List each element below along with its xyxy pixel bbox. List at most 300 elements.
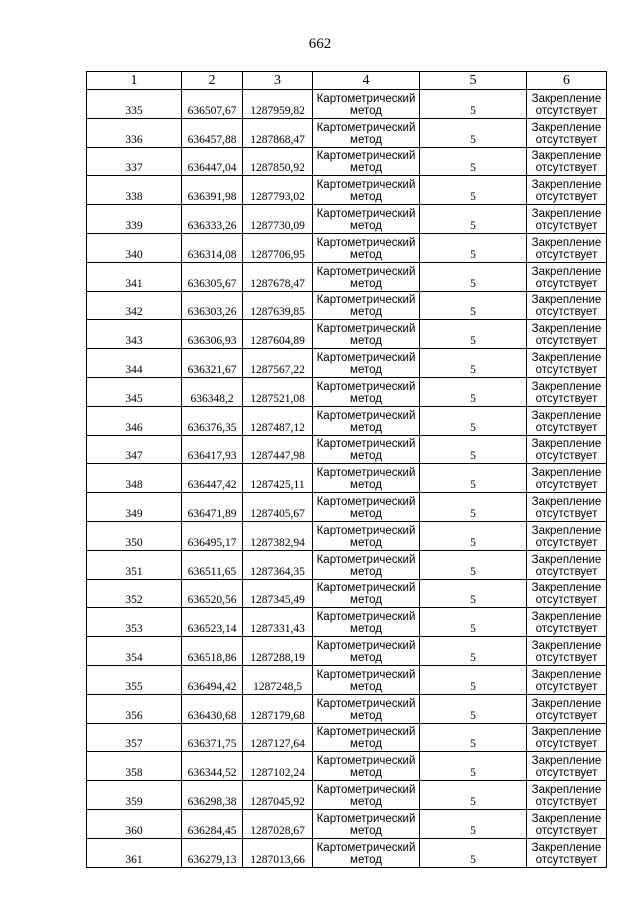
fixing-line-1: Закрепление: [531, 207, 602, 220]
x-coordinate-cell: 636303,26: [182, 291, 243, 320]
method-line-2: метод: [350, 421, 382, 434]
fixing-line-2: отсутствует: [535, 248, 598, 261]
point-number-cell: 339: [87, 205, 182, 234]
x-coordinate-cell: 636321,67: [182, 349, 243, 378]
method-line-2: метод: [350, 335, 382, 348]
fixing-line-2: отсутствует: [535, 767, 598, 780]
method-cell: [313, 262, 420, 291]
accuracy-cell: 5: [420, 406, 527, 435]
fixing-line-2: отсутствует: [535, 162, 598, 175]
table-row: [87, 723, 607, 752]
fixing-line-1: Закрепление: [531, 294, 602, 307]
y-coordinate-cell: 1287639,85: [243, 291, 313, 320]
method-line-1: Картометрический: [316, 611, 416, 624]
fixing-line-1: Закрепление: [531, 783, 602, 796]
accuracy-cell: 5: [420, 291, 527, 320]
y-coordinate-cell: 1287959,82: [243, 90, 313, 119]
table-row: [87, 493, 607, 522]
accuracy-cell: 5: [420, 752, 527, 781]
fixing-line-2: отсутствует: [535, 335, 598, 348]
table-row: [87, 377, 607, 406]
method-cell: [313, 752, 420, 781]
fixing-line-1: Закрепление: [531, 697, 602, 710]
accuracy-cell: 5: [420, 637, 527, 666]
y-coordinate-cell: 1287521,08: [243, 377, 313, 406]
method-line-2: метод: [350, 767, 382, 780]
method-cell: [313, 205, 420, 234]
point-number-cell: 357: [87, 723, 182, 752]
fixing-line-1: Закрепление: [531, 553, 602, 566]
method-line-1: Картометрический: [316, 639, 416, 652]
y-coordinate-cell: 1287179,68: [243, 694, 313, 723]
fixing-line-2: отсутствует: [535, 363, 598, 376]
fixing-cell: [527, 723, 607, 752]
x-coordinate-cell: 636495,17: [182, 521, 243, 550]
fixing-cell: [527, 493, 607, 522]
point-number-cell: 336: [87, 118, 182, 147]
point-number-cell: 353: [87, 608, 182, 637]
method-line-1: Картометрический: [316, 668, 416, 681]
fixing-cell: [527, 637, 607, 666]
accuracy-cell: 5: [420, 205, 527, 234]
fixing-line-2: отсутствует: [535, 594, 598, 607]
point-number-cell: 356: [87, 694, 182, 723]
x-coordinate-cell: 636348,2: [182, 377, 243, 406]
point-number-cell: 355: [87, 665, 182, 694]
fixing-line-2: отсутствует: [535, 853, 598, 866]
method-line-1: Картометрический: [316, 582, 416, 595]
table-row: [87, 291, 607, 320]
point-number-cell: 340: [87, 233, 182, 262]
fixing-line-1: Закрепление: [531, 755, 602, 768]
method-cell: [313, 723, 420, 752]
method-line-1: Картометрический: [316, 150, 416, 163]
method-line-1: Картометрический: [316, 697, 416, 710]
fixing-cell: [527, 665, 607, 694]
point-number-cell: 350: [87, 521, 182, 550]
method-line-2: метод: [350, 795, 382, 808]
method-line-1: Картометрический: [316, 380, 416, 393]
method-line-2: метод: [350, 162, 382, 175]
header-col-6: 6: [527, 72, 607, 90]
table-row: [87, 262, 607, 291]
accuracy-cell: 5: [420, 694, 527, 723]
fixing-line-1: Закрепление: [531, 726, 602, 739]
method-line-1: Картометрический: [316, 495, 416, 508]
method-line-2: метод: [350, 651, 382, 664]
method-line-2: метод: [350, 363, 382, 376]
fixing-line-2: отсутствует: [535, 191, 598, 204]
fixing-line-2: отсутствует: [535, 277, 598, 290]
method-line-1: Картометрический: [316, 351, 416, 364]
fixing-line-2: отсутствует: [535, 824, 598, 837]
accuracy-cell: 5: [420, 233, 527, 262]
coordinates-table: [86, 71, 607, 868]
x-coordinate-cell: 636391,98: [182, 176, 243, 205]
table-row: [87, 579, 607, 608]
point-number-cell: 349: [87, 493, 182, 522]
fixing-cell: [527, 608, 607, 637]
fixing-line-1: Закрепление: [531, 265, 602, 278]
table-row: [87, 781, 607, 810]
table-row: [87, 90, 607, 119]
fixing-line-1: Закрепление: [531, 438, 602, 451]
fixing-line-1: Закрепление: [531, 812, 602, 825]
table-row: [87, 147, 607, 176]
method-line-2: метод: [350, 133, 382, 146]
method-cell: [313, 406, 420, 435]
y-coordinate-cell: 1287425,11: [243, 464, 313, 493]
accuracy-cell: 5: [420, 118, 527, 147]
method-line-2: метод: [350, 392, 382, 405]
fixing-line-2: отсутствует: [535, 738, 598, 751]
method-line-1: Картометрический: [316, 438, 416, 451]
fixing-line-1: Закрепление: [531, 495, 602, 508]
fixing-line-1: Закрепление: [531, 668, 602, 681]
point-number-cell: 351: [87, 550, 182, 579]
y-coordinate-cell: 1287248,5: [243, 665, 313, 694]
x-coordinate-cell: 636523,14: [182, 608, 243, 637]
method-line-1: Картометрический: [316, 323, 416, 336]
x-coordinate-cell: 636279,13: [182, 838, 243, 867]
method-cell: [313, 694, 420, 723]
x-coordinate-cell: 636284,45: [182, 809, 243, 838]
method-line-2: метод: [350, 623, 382, 636]
y-coordinate-cell: 1287382,94: [243, 521, 313, 550]
point-number-cell: 360: [87, 809, 182, 838]
point-number-cell: 361: [87, 838, 182, 867]
method-line-2: метод: [350, 104, 382, 117]
x-coordinate-cell: 636376,35: [182, 406, 243, 435]
method-line-2: метод: [350, 536, 382, 549]
fixing-cell: [527, 377, 607, 406]
x-coordinate-cell: 636447,04: [182, 147, 243, 176]
point-number-cell: 335: [87, 90, 182, 119]
y-coordinate-cell: 1287013,66: [243, 838, 313, 867]
point-number-cell: 352: [87, 579, 182, 608]
table-row: [87, 694, 607, 723]
table-row: [87, 665, 607, 694]
y-coordinate-cell: 1287364,35: [243, 550, 313, 579]
accuracy-cell: 5: [420, 435, 527, 464]
x-coordinate-cell: 636417,93: [182, 435, 243, 464]
x-coordinate-cell: 636511,65: [182, 550, 243, 579]
fixing-cell: [527, 579, 607, 608]
method-cell: [313, 521, 420, 550]
point-number-cell: 359: [87, 781, 182, 810]
fixing-line-1: Закрепление: [531, 582, 602, 595]
accuracy-cell: 5: [420, 320, 527, 349]
point-number-cell: 342: [87, 291, 182, 320]
method-cell: [313, 608, 420, 637]
fixing-line-1: Закрепление: [531, 236, 602, 249]
accuracy-cell: 5: [420, 608, 527, 637]
method-line-2: метод: [350, 680, 382, 693]
fixing-line-1: Закрепление: [531, 409, 602, 422]
fixing-line-1: Закрепление: [531, 841, 602, 854]
accuracy-cell: 5: [420, 262, 527, 291]
fixing-line-2: отсутствует: [535, 421, 598, 434]
table-row: [87, 176, 607, 205]
fixing-line-1: Закрепление: [531, 92, 602, 105]
x-coordinate-cell: 636494,42: [182, 665, 243, 694]
table-row: [87, 349, 607, 378]
header-col-3: 3: [243, 72, 313, 90]
header-col-4: 4: [313, 72, 420, 90]
method-cell: [313, 464, 420, 493]
fixing-line-1: Закрепление: [531, 121, 602, 134]
page-number: 662: [308, 36, 332, 52]
table-row: [87, 637, 607, 666]
method-cell: [313, 579, 420, 608]
method-cell: [313, 377, 420, 406]
method-cell: [313, 665, 420, 694]
method-line-1: Картометрический: [316, 755, 416, 768]
table-row: [87, 118, 607, 147]
y-coordinate-cell: 1287331,43: [243, 608, 313, 637]
fixing-line-2: отсутствует: [535, 450, 598, 463]
fixing-line-1: Закрепление: [531, 323, 602, 336]
method-line-1: Картометрический: [316, 726, 416, 739]
fixing-cell: [527, 435, 607, 464]
method-cell: [313, 90, 420, 119]
y-coordinate-cell: 1287850,92: [243, 147, 313, 176]
method-cell: [313, 349, 420, 378]
method-cell: [313, 176, 420, 205]
method-line-2: метод: [350, 565, 382, 578]
table-row: [87, 521, 607, 550]
y-coordinate-cell: 1287868,47: [243, 118, 313, 147]
accuracy-cell: 5: [420, 349, 527, 378]
method-line-2: метод: [350, 507, 382, 520]
x-coordinate-cell: 636314,08: [182, 233, 243, 262]
fixing-line-1: Закрепление: [531, 467, 602, 480]
point-number-cell: 338: [87, 176, 182, 205]
x-coordinate-cell: 636306,93: [182, 320, 243, 349]
table-header-row: [87, 72, 607, 90]
point-number-cell: 344: [87, 349, 182, 378]
fixing-cell: [527, 262, 607, 291]
table-row: [87, 608, 607, 637]
table-row: [87, 464, 607, 493]
method-line-2: метод: [350, 191, 382, 204]
x-coordinate-cell: 636471,89: [182, 493, 243, 522]
x-coordinate-cell: 636447,42: [182, 464, 243, 493]
method-line-1: Картометрический: [316, 524, 416, 537]
fixing-cell: [527, 320, 607, 349]
x-coordinate-cell: 636333,26: [182, 205, 243, 234]
fixing-line-1: Закрепление: [531, 639, 602, 652]
fixing-line-2: отсутствует: [535, 709, 598, 722]
accuracy-cell: 5: [420, 493, 527, 522]
fixing-cell: [527, 291, 607, 320]
fixing-cell: [527, 205, 607, 234]
table-row: [87, 752, 607, 781]
method-line-2: метод: [350, 479, 382, 492]
point-number-cell: 337: [87, 147, 182, 176]
accuracy-cell: 5: [420, 176, 527, 205]
x-coordinate-cell: 636344,52: [182, 752, 243, 781]
method-line-2: метод: [350, 824, 382, 837]
table-body: [87, 90, 607, 868]
point-number-cell: 341: [87, 262, 182, 291]
y-coordinate-cell: 1287288,19: [243, 637, 313, 666]
accuracy-cell: 5: [420, 838, 527, 867]
fixing-line-2: отсутствует: [535, 651, 598, 664]
table-row: [87, 838, 607, 867]
header-col-2: 2: [182, 72, 243, 90]
x-coordinate-cell: 636371,75: [182, 723, 243, 752]
table-row: [87, 435, 607, 464]
fixing-cell: [527, 90, 607, 119]
point-number-cell: 354: [87, 637, 182, 666]
method-line-1: Картометрический: [316, 121, 416, 134]
fixing-cell: [527, 406, 607, 435]
fixing-line-2: отсутствует: [535, 306, 598, 319]
fixing-line-2: отсутствует: [535, 104, 598, 117]
method-line-1: Картометрический: [316, 409, 416, 422]
x-coordinate-cell: 636430,68: [182, 694, 243, 723]
fixing-line-2: отсутствует: [535, 680, 598, 693]
fixing-line-1: Закрепление: [531, 611, 602, 624]
fixing-cell: [527, 752, 607, 781]
method-line-2: метод: [350, 853, 382, 866]
fixing-cell: [527, 233, 607, 262]
method-line-1: Картометрический: [316, 92, 416, 105]
accuracy-cell: 5: [420, 90, 527, 119]
point-number-cell: 343: [87, 320, 182, 349]
fixing-line-1: Закрепление: [531, 150, 602, 163]
fixing-cell: [527, 809, 607, 838]
x-coordinate-cell: 636518,86: [182, 637, 243, 666]
method-cell: [313, 435, 420, 464]
method-cell: [313, 493, 420, 522]
y-coordinate-cell: 1287678,47: [243, 262, 313, 291]
table-row: [87, 550, 607, 579]
method-line-1: Картометрический: [316, 783, 416, 796]
method-cell: [313, 550, 420, 579]
fixing-line-2: отсутствует: [535, 507, 598, 520]
method-line-2: метод: [350, 277, 382, 290]
table-row: [87, 205, 607, 234]
accuracy-cell: 5: [420, 521, 527, 550]
y-coordinate-cell: 1287604,89: [243, 320, 313, 349]
accuracy-cell: 5: [420, 550, 527, 579]
method-cell: [313, 291, 420, 320]
point-number-cell: 348: [87, 464, 182, 493]
method-line-2: метод: [350, 709, 382, 722]
y-coordinate-cell: 1287102,24: [243, 752, 313, 781]
method-line-1: Картометрический: [316, 467, 416, 480]
fixing-line-1: Закрепление: [531, 380, 602, 393]
fixing-cell: [527, 118, 607, 147]
fixing-line-2: отсутствует: [535, 623, 598, 636]
method-cell: [313, 147, 420, 176]
accuracy-cell: 5: [420, 781, 527, 810]
fixing-line-1: Закрепление: [531, 351, 602, 364]
x-coordinate-cell: 636298,38: [182, 781, 243, 810]
method-line-2: метод: [350, 306, 382, 319]
method-line-1: Картометрический: [316, 265, 416, 278]
accuracy-cell: 5: [420, 579, 527, 608]
y-coordinate-cell: 1287487,12: [243, 406, 313, 435]
table-row: [87, 809, 607, 838]
table-row: [87, 406, 607, 435]
fixing-cell: [527, 521, 607, 550]
method-line-1: Картометрический: [316, 812, 416, 825]
fixing-cell: [527, 176, 607, 205]
method-line-2: метод: [350, 594, 382, 607]
y-coordinate-cell: 1287028,67: [243, 809, 313, 838]
method-cell: [313, 118, 420, 147]
table-row: [87, 320, 607, 349]
y-coordinate-cell: 1287405,67: [243, 493, 313, 522]
header-col-1: 1: [87, 72, 182, 90]
accuracy-cell: 5: [420, 665, 527, 694]
fixing-cell: [527, 147, 607, 176]
y-coordinate-cell: 1287706,95: [243, 233, 313, 262]
y-coordinate-cell: 1287567,22: [243, 349, 313, 378]
fixing-line-2: отсутствует: [535, 133, 598, 146]
method-line-2: метод: [350, 450, 382, 463]
x-coordinate-cell: 636507,67: [182, 90, 243, 119]
method-cell: [313, 838, 420, 867]
fixing-line-2: отсутствует: [535, 565, 598, 578]
accuracy-cell: 5: [420, 723, 527, 752]
method-line-1: Картометрический: [316, 207, 416, 220]
fixing-cell: [527, 694, 607, 723]
method-cell: [313, 233, 420, 262]
fixing-line-2: отсутствует: [535, 219, 598, 232]
y-coordinate-cell: 1287345,49: [243, 579, 313, 608]
x-coordinate-cell: 636520,56: [182, 579, 243, 608]
method-cell: [313, 320, 420, 349]
fixing-cell: [527, 349, 607, 378]
fixing-cell: [527, 781, 607, 810]
fixing-line-2: отсутствует: [535, 479, 598, 492]
fixing-cell: [527, 550, 607, 579]
point-number-cell: 345: [87, 377, 182, 406]
y-coordinate-cell: 1287447,98: [243, 435, 313, 464]
fixing-line-2: отсутствует: [535, 392, 598, 405]
y-coordinate-cell: 1287793,02: [243, 176, 313, 205]
method-cell: [313, 809, 420, 838]
fixing-line-2: отсутствует: [535, 536, 598, 549]
point-number-cell: 346: [87, 406, 182, 435]
method-cell: [313, 781, 420, 810]
y-coordinate-cell: 1287127,64: [243, 723, 313, 752]
fixing-line-2: отсутствует: [535, 795, 598, 808]
point-number-cell: 347: [87, 435, 182, 464]
method-line-1: Картометрический: [316, 294, 416, 307]
x-coordinate-cell: 636457,88: [182, 118, 243, 147]
method-line-1: Картометрический: [316, 553, 416, 566]
x-coordinate-cell: 636305,67: [182, 262, 243, 291]
method-cell: [313, 637, 420, 666]
table-row: [87, 233, 607, 262]
header-col-5: 5: [420, 72, 527, 90]
method-line-2: метод: [350, 738, 382, 751]
fixing-cell: [527, 838, 607, 867]
fixing-cell: [527, 464, 607, 493]
y-coordinate-cell: 1287045,92: [243, 781, 313, 810]
method-line-2: метод: [350, 248, 382, 261]
accuracy-cell: 5: [420, 147, 527, 176]
method-line-2: метод: [350, 219, 382, 232]
method-line-1: Картометрический: [316, 236, 416, 249]
fixing-line-1: Закрепление: [531, 524, 602, 537]
accuracy-cell: 5: [420, 377, 527, 406]
